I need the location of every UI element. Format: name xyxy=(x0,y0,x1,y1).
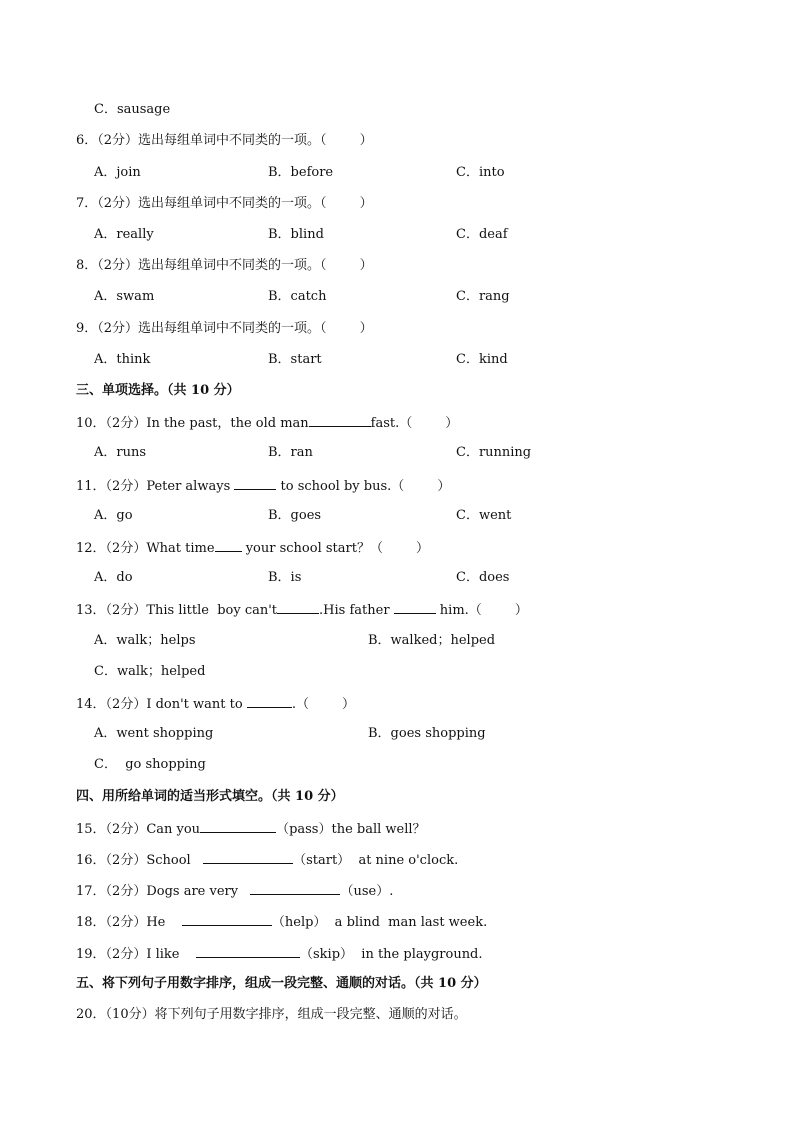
q13-option-b: B．walked；helped xyxy=(368,633,496,648)
q18-stem xyxy=(76,912,487,932)
q6-option-b: B．before xyxy=(268,165,334,180)
q19-suffix: （skip） in the playground. xyxy=(300,947,483,962)
q16-suffix: （start） at nine o'clock. xyxy=(293,853,459,868)
q9-option-a: A．think xyxy=(94,352,151,367)
q12-prefix: 12．（2分）What time xyxy=(76,541,215,556)
q20-stem: 20．（10分）将下列句子用数字排序，组成一段完整、通顺的对话。 xyxy=(76,1007,467,1022)
q14-option-a: A．went shopping xyxy=(94,726,214,741)
q12-suffix: your school start？（ ） xyxy=(241,541,429,556)
q8-option-b: B．catch xyxy=(268,289,327,304)
q14-blank[interactable] xyxy=(247,694,292,708)
q13-stem xyxy=(76,600,528,620)
q7-option-c: C．deaf xyxy=(456,227,508,242)
q12-stem xyxy=(76,538,429,558)
q12-blank[interactable] xyxy=(215,538,242,552)
q9-stem: 9．（2分）选出每组单词中不同类的一项。（ ） xyxy=(76,321,373,336)
q8-stem: 8．（2分）选出每组单词中不同类的一项。（ ） xyxy=(76,258,373,273)
q17-stem xyxy=(76,881,393,901)
q15-stem xyxy=(76,819,426,839)
q11-option-c: C．went xyxy=(456,508,512,523)
q14-suffix: .（ ） xyxy=(291,697,356,712)
q14-stem xyxy=(76,694,355,714)
q16-blank[interactable] xyxy=(203,850,293,864)
q10-option-b: B．ran xyxy=(268,445,313,460)
q13-middle: .His father xyxy=(319,603,394,618)
q11-prefix: 11．（2分）Peter always xyxy=(76,479,235,494)
q12-option-a: A．do xyxy=(94,570,133,585)
q13-blank-1[interactable] xyxy=(277,600,319,614)
q10-option-c: C．running xyxy=(456,445,532,460)
section-4-title: 四、用所给单词的适当形式填空。（共 10 分） xyxy=(76,789,344,804)
q6-option-a: A．join xyxy=(94,165,141,180)
q17-blank[interactable] xyxy=(250,881,340,895)
q15-suffix: （pass）the ball well？ xyxy=(276,822,426,837)
q14-option-c: C． go shopping xyxy=(94,757,206,772)
q15-blank[interactable] xyxy=(200,819,276,833)
q13-option-a: A．walk；helps xyxy=(94,633,196,648)
q11-suffix: to school by bus.（ ） xyxy=(276,479,451,494)
q12-option-c: C．does xyxy=(456,570,510,585)
q13-option-c: C．walk；helped xyxy=(94,664,206,679)
q14-option-b: B．goes shopping xyxy=(368,726,486,741)
section-3-title: 三、单项选择。（共 10 分） xyxy=(76,383,240,398)
q11-blank[interactable] xyxy=(234,476,276,490)
q8-option-a: A．swam xyxy=(94,289,155,304)
q17-suffix: （use）. xyxy=(340,884,394,899)
q10-prefix: 10．（2分）In the past，the old man xyxy=(76,416,309,431)
q13-blank-2[interactable] xyxy=(394,600,436,614)
q5-option-c: C．sausage xyxy=(94,102,171,117)
q10-suffix: fast.（ ） xyxy=(370,416,459,431)
q6-option-c: C．into xyxy=(456,165,505,180)
q11-option-a: A．go xyxy=(94,508,133,523)
q13-prefix: 13．（2分）This little boy can't xyxy=(76,603,278,618)
q10-option-a: A．runs xyxy=(94,445,147,460)
q12-option-b: B．is xyxy=(268,570,302,585)
q10-stem xyxy=(76,413,458,433)
q16-stem xyxy=(76,850,458,870)
q17-prefix: 17．（2分）Dogs are very xyxy=(76,884,251,899)
q18-prefix: 18．（2分）He xyxy=(76,915,182,930)
q8-option-c: C．rang xyxy=(456,289,510,304)
q18-suffix: （help） a blind man last week. xyxy=(271,915,488,930)
q11-option-b: B．goes xyxy=(268,508,322,523)
q16-prefix: 16．（2分）School xyxy=(76,853,204,868)
q7-stem: 7．（2分）选出每组单词中不同类的一项。（ ） xyxy=(76,196,373,211)
q7-option-b: B．blind xyxy=(268,227,324,242)
q19-blank[interactable] xyxy=(196,944,300,958)
q11-stem xyxy=(76,476,450,496)
q9-option-b: B．start xyxy=(268,352,322,367)
q9-option-c: C．kind xyxy=(456,352,508,367)
q19-stem xyxy=(76,944,483,964)
q13-suffix: him.（ ） xyxy=(435,603,528,618)
q15-prefix: 15．（2分）Can you xyxy=(76,822,201,837)
q14-prefix: 14．（2分）I don't want to xyxy=(76,697,247,712)
q7-option-a: A．really xyxy=(94,227,154,242)
q18-blank[interactable] xyxy=(182,912,272,926)
section-5-title: 五、将下列句子用数字排序，组成一段完整、通顺的对话。（共 10 分） xyxy=(76,976,487,991)
q10-blank[interactable] xyxy=(309,413,371,427)
q19-prefix: 19．（2分）I like xyxy=(76,947,196,962)
q6-stem: 6．（2分）选出每组单词中不同类的一项。（ ） xyxy=(76,133,373,148)
